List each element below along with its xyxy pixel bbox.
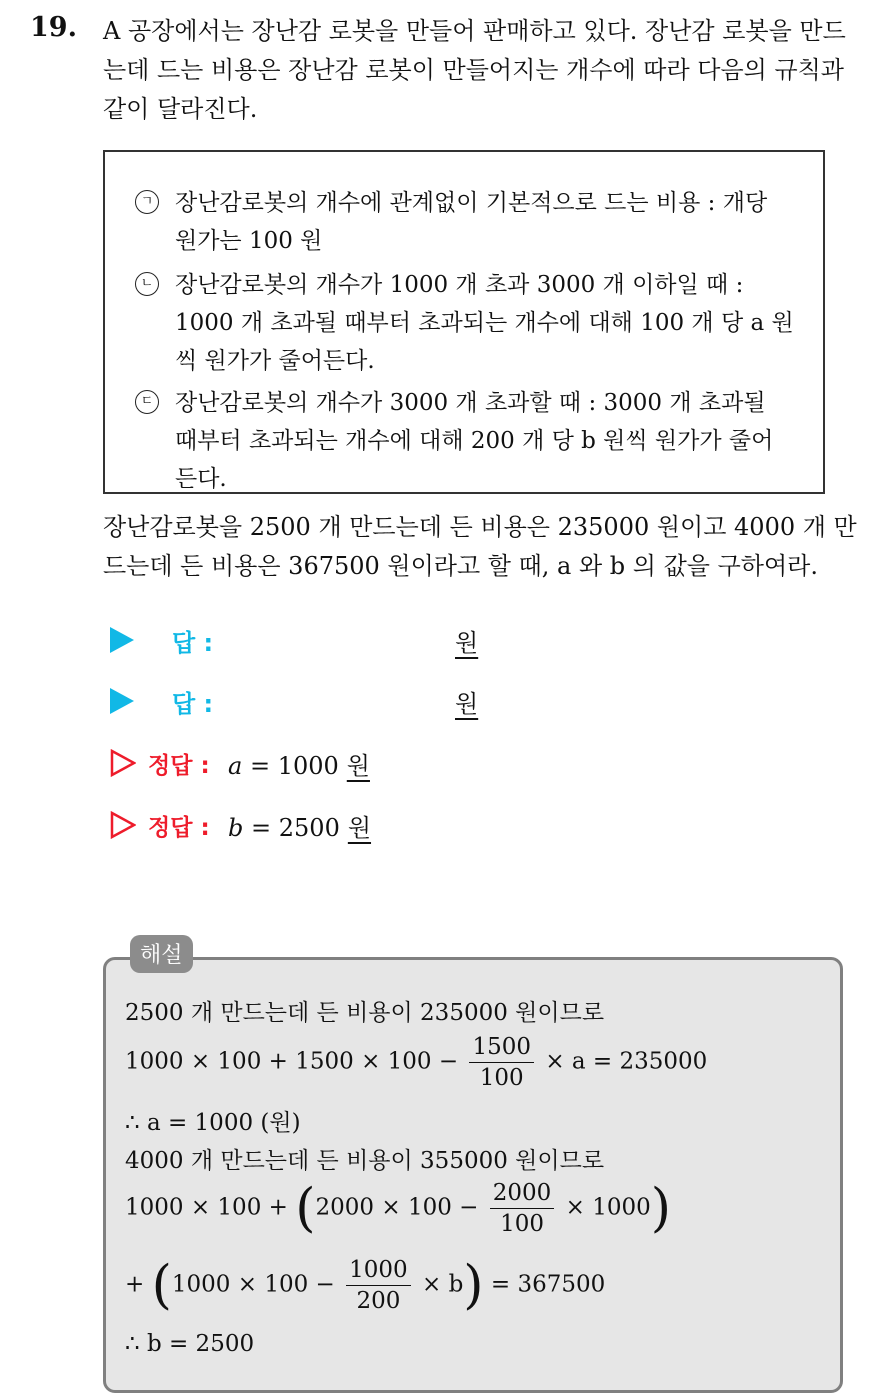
play-outline-icon xyxy=(110,749,136,777)
fraction: $\frac{1000}{200}$ xyxy=(346,1255,411,1316)
solution-label: 정답 : xyxy=(148,814,210,841)
question-prompt: A 공장에서는 장난감 로봇을 만들어 판매하고 있다. 장난감 로봇을 만드는데 드는 비용은 장난감 로봇이 만들어지는 개수에 따라 다음의 규칙과 같이 달라진다. xyxy=(103,17,846,123)
rule-text-3: 장난감로봇의 개수가 3000 개 초과할 때 : 3000 개 초과될 때부터 초과되는 개수에 대해 200 개 당 b 원씩 원가가 줄어든다. xyxy=(175,390,774,492)
equation-3: + (1000 × 100 − $\frac{1000}{200}$ × b) = 367500 xyxy=(125,1255,606,1316)
explanation-line: ∴ a = 1000 (원) xyxy=(125,1110,301,1136)
play-icon xyxy=(110,688,134,714)
rule-mark-2: ㄴ xyxy=(135,272,159,296)
question-number: 19. xyxy=(30,12,77,43)
rule-mark-3: ㄷ xyxy=(135,390,159,414)
equation-1: 1000 × 100 + 1500 × 100 − $\frac{1500}{100}$ × a = 235000 xyxy=(125,1034,708,1091)
play-icon xyxy=(110,627,134,653)
explanation-tag: 해설 xyxy=(130,935,193,973)
rule-1 xyxy=(135,184,795,260)
rule-3 xyxy=(135,384,795,498)
explanation-line: 4000 개 만드는데 든 비용이 355000 원이므로 xyxy=(125,1148,605,1174)
answer-unit: 원 xyxy=(455,628,479,657)
play-outline-icon xyxy=(110,811,136,839)
rule-text-2: 장난감로봇의 개수가 1000 개 초과 3000 개 이하일 때 : 1000 개 초과될 때부터 초과되는 개수에 대해 100 개 당 a 원씩 원가가 줄어든다. xyxy=(175,272,794,374)
explanation-line: ∴ b = 2500 xyxy=(125,1331,255,1357)
explanation-line: 2500 개 만드는데 든 비용이 235000 원이므로 xyxy=(125,1000,605,1026)
solution-value: a = 1000 원 xyxy=(228,751,370,780)
solution-label: 정답 : xyxy=(148,752,210,779)
answer-label: 답 : xyxy=(172,628,214,657)
rule-2 xyxy=(135,266,795,380)
answer-unit: 원 xyxy=(455,689,479,718)
solution-row-2 xyxy=(110,805,510,845)
answer-label: 답 : xyxy=(172,689,214,718)
rule-mark-1: ㄱ xyxy=(135,190,159,214)
answer-row-2[interactable] xyxy=(110,681,510,721)
fraction: $\frac{1500}{100}$ xyxy=(469,1032,534,1093)
question-body: 장난감로봇을 2500 개 만드는데 든 비용은 235000 원이고 4000 개 만드는데 든 비용은 367500 원이라고 할 때, a 와 b 의 값을 구하여라. xyxy=(103,513,857,580)
rules-box xyxy=(103,150,825,494)
rule-text-1: 장난감로봇의 개수에 관계없이 기본적으로 드는 비용 : 개당 원가는 100 원 xyxy=(175,190,768,254)
equation-2: 1000 × 100 + (2000 × 100 − $\frac{2000}{100}$ × 1000) xyxy=(125,1178,672,1239)
answer-row-1[interactable] xyxy=(110,620,510,660)
fraction: $\frac{2000}{100}$ xyxy=(490,1178,555,1239)
solution-value: b = 2500 원 xyxy=(228,813,372,842)
solution-row-1 xyxy=(110,743,510,783)
